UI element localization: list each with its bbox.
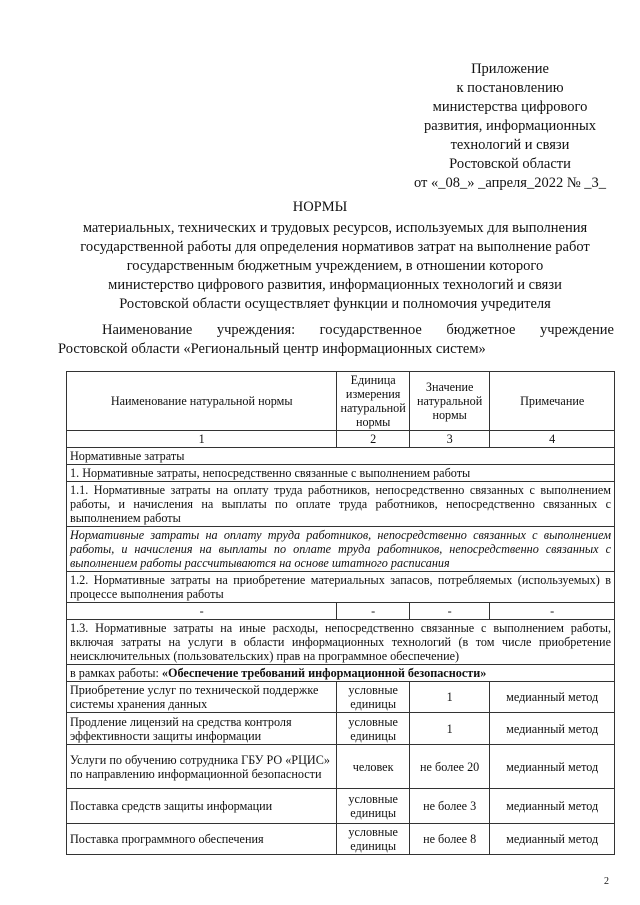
appendix-line: министерства цифрового [432, 99, 588, 115]
table-row [67, 465, 615, 482]
table-row [67, 713, 615, 745]
appendix-line: к постановлению [456, 80, 564, 96]
section-1-3: 1.3. Нормативные затраты на иные расходы, непосредственно связанные с выполнением работы, включая затраты на услуги в области информационных технологий (в том числе приобретение неисключительных (пользовательских) прав на программное обеспечение) [67, 620, 615, 665]
description-line: Ростовской области осуществляет функции и полномочия учредителя [119, 296, 551, 312]
row-note: медианный метод [490, 824, 615, 855]
row-unit: условные единицы [337, 789, 410, 824]
column-numbers-row [67, 431, 615, 448]
description-line: государственным бюджетным учреждением, в отношении которого [126, 258, 544, 274]
row-value: не более 3 [409, 789, 489, 824]
row-value: не более 20 [409, 745, 489, 789]
work-prefix: в рамках работы: [70, 666, 162, 680]
table-row [67, 682, 615, 713]
document-title: НОРМЫ [292, 199, 348, 215]
appendix-block [380, 60, 640, 193]
table-row [67, 824, 615, 855]
work-name: «Обеспечение требований информационной безопасности» [161, 666, 487, 680]
dash-cell: - [490, 603, 615, 620]
page-number: 2 [604, 876, 609, 887]
work-title [67, 665, 615, 682]
table-row [67, 448, 615, 465]
row-value: 1 [409, 713, 489, 745]
appendix-line: развития, информационных [423, 118, 597, 134]
appendix-line: Приложение [471, 61, 549, 77]
section-1-2: 1.2. Нормативные затраты на приобретение материальных запасов, потребляемых (используемых) в процессе выполнения работы [67, 572, 615, 603]
row-unit: условные единицы [337, 713, 410, 745]
description-line: министерство цифрового развития, информационных технологий и связи [108, 277, 562, 293]
section-1: 1. Нормативные затраты, непосредственно связанные с выполнением работы [67, 465, 615, 482]
row-note: медианный метод [490, 745, 615, 789]
table-row [67, 482, 615, 527]
row-note: медианный метод [490, 682, 615, 713]
institution-line-2: Ростовской области «Региональный центр информационных систем» [58, 341, 486, 357]
header-note: Примечание [490, 372, 615, 431]
row-name: Услуги по обучению сотрудника ГБУ РО «РЦИС» по направлению информационной безопасности [67, 745, 337, 789]
row-note: медианный метод [490, 789, 615, 824]
row-name: Поставка средств защиты информации [67, 789, 337, 824]
column-number: 2 [337, 431, 410, 448]
appendix-line: технологий и связи [450, 137, 570, 153]
appendix-date-line: от «_08_» _апреля_2022 № _3_ [413, 175, 607, 191]
table-row [67, 527, 615, 572]
row-unit: условные единицы [337, 824, 410, 855]
dash-cell: - [337, 603, 410, 620]
row-unit: условные единицы [337, 682, 410, 713]
dash-cell: - [67, 603, 337, 620]
table-row [67, 745, 615, 789]
row-value: 1 [409, 682, 489, 713]
header-name: Наименование натуральной нормы [67, 372, 337, 431]
norms-table [66, 371, 615, 855]
row-unit: человек [337, 745, 410, 789]
row-name: Продление лицензий на средства контроля эффективности защиты информации [67, 713, 337, 745]
institution-word: учреждения: [216, 322, 296, 338]
institution-word: бюджетное [446, 322, 516, 338]
institution-word: Наименование [102, 322, 193, 338]
table-row [67, 620, 615, 665]
row-name: Поставка программного обеспечения [67, 824, 337, 855]
header-value: Значение натуральной нормы [409, 372, 489, 431]
row-note: медианный метод [490, 713, 615, 745]
appendix-line: Ростовской области [449, 156, 571, 172]
description-line: государственной работы для определения нормативов затрат на выполнение работ [80, 239, 590, 255]
row-name: Приобретение услуг по технической поддержке системы хранения данных [67, 682, 337, 713]
institution-word: учреждение [539, 322, 614, 338]
table-row [67, 665, 615, 682]
column-number: 1 [67, 431, 337, 448]
dash-cell: - [409, 603, 489, 620]
row-value: не более 8 [409, 824, 489, 855]
table-row [67, 603, 615, 620]
institution-line-1 [58, 321, 614, 340]
table-row [67, 789, 615, 824]
column-number: 3 [409, 431, 489, 448]
table-header-row [67, 372, 615, 431]
normative-costs-label: Нормативные затраты [67, 448, 615, 465]
section-1-1: 1.1. Нормативные затраты на оплату труда работников, непосредственно связанных с выполнением работы, и начисления на выплаты по оплате труда работников, непосредственно связанных с выполнением работы [67, 482, 615, 527]
document-description [55, 219, 615, 314]
institution-word: государственное [319, 322, 422, 338]
header-unit: Единица измерения натуральной нормы [337, 372, 410, 431]
table-row [67, 572, 615, 603]
column-number: 4 [490, 431, 615, 448]
institution-name [58, 321, 614, 359]
section-1-1-note: Нормативные затраты на оплату труда работников, непосредственно связанных с выполнением работы, и начисления на выплаты по оплате труда работников, непосредственно связанных с выполнением работы рассчитываются на основе штатного расписания [67, 527, 615, 572]
description-line: материальных, технических и трудовых ресурсов, используемых для выполнения [82, 220, 588, 236]
